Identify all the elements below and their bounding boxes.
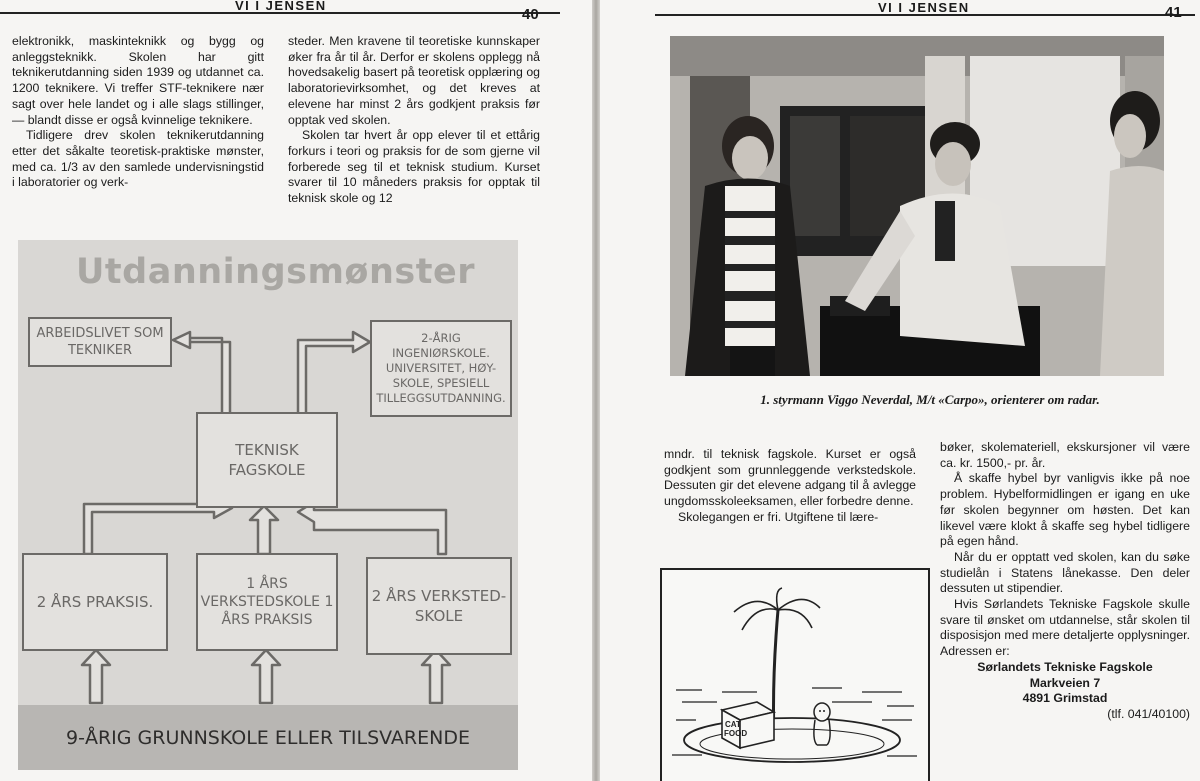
box-praksis: 2 ÅRS PRAKSIS.: [22, 553, 168, 651]
arrow-verksted1-to-fagskole: [250, 506, 278, 554]
text-column-2: [288, 34, 540, 207]
box-ingeniorskole: 2-ÅRIG INGENIØRSKOLE. UNIVERSITET, HØY-SKOLE, SPESIELL TILLEGGSUTDANNING.: [370, 320, 512, 417]
paragraph: elektronikk, maskinteknikk og bygg og anleggsteknikk. Skolen har gitt teknikerutdanning siden 1939 og utdannet ca. 1200 teknikere. Vi treffer STF-teknikere nær sagt over hele landet og i alle slags stillinger, — blandt disse er også kvinnelige teknikere.: [12, 34, 264, 127]
paragraph: mndr. til teknisk fagskole. Kurset er også godkjent som grunnleggende verkstedskole. Dessuten gir det elevene adgang til å avlegge ungdomsskoleeksamen, eller forbedre denne.: [664, 447, 916, 509]
running-header: VI I JENSEN: [235, 0, 327, 13]
paragraph: Å skaffe hybel byr vanligvis ikke på noe problem. Hybelformidlingen er igang en uke før skolen begynner om høsten. Det kan likevel være klokt å skaffe seg hybel tidligere på egen hånd.: [940, 471, 1190, 549]
right-page: [600, 0, 1200, 781]
left-page: [0, 0, 592, 781]
arrow-verksted2-to-fagskole: [298, 502, 446, 554]
box-verkstedskole: 2 ÅRS VERKSTED-SKOLE: [366, 557, 512, 655]
arrow-to-arbeidslivet: [173, 332, 230, 416]
address-city: 4891 Grimstad: [1022, 691, 1108, 706]
address-school-name: Sørlandets Tekniske Fagskole: [977, 659, 1153, 674]
paragraph: Når du er opptatt ved skolen, kan du søke studielån i Statens lånekasse. Den deler dessuten ut stipendier.: [940, 549, 1190, 596]
address-phone: (tlf. 041/40100): [1107, 706, 1190, 721]
education-pattern-diagram: [18, 240, 518, 770]
crate-label-1: CAT: [725, 720, 741, 729]
photo-caption: 1. styrmann Viggo Neverdal, M/t «Carpo», orienterer om radar.: [760, 392, 1100, 407]
box-teknisk-fagskole: TEKNISK FAGSKOLE: [196, 412, 338, 508]
paragraph: Tidligere drev skolen teknikerutdanning etter det såkalte teoretisk-praktiske mønster, med ca. 1/3 av den samlede undervisningstid i laboratorier og verk-: [12, 128, 264, 190]
text-column-1: [12, 34, 264, 191]
paragraph: bøker, skolemateriell, ekskursjoner vil være ca. kr. 1500,- pr. år.: [940, 440, 1190, 470]
diagram-title: Utdanningsmønster: [76, 252, 475, 292]
page-number: 40: [522, 6, 539, 23]
box-grunnskole: 9-ÅRIG GRUNNSKOLE ELLER TILSVARENDE: [18, 705, 518, 770]
text-column-2: [940, 440, 1190, 723]
cat-food-cartoon: [660, 568, 930, 781]
arrow-grunnskole-1: [82, 650, 110, 703]
paragraph: Skolen tar hvert år opp elever til et ettårig forkurs i teori og praksis for de som gjerne vil forberede seg til et teknisk studium. Kurset svarer til 10 måneders praksis for opptak til teknisk skole og 12: [288, 128, 540, 206]
paragraph: Hvis Sørlandets Tekniske Fagskole skulle svare til ønsket om utdannelse, står skolen til disposisjon med mere detaljerte opplysninger. Adressen er:: [940, 597, 1190, 659]
photo-radar-instruction: [670, 36, 1164, 376]
paragraph: Skolegangen er fri. Utgiftene til lære-: [678, 509, 879, 524]
paragraph: steder. Men kravene til teoretiske kunnskaper øker fra år til år. Derfor er skolens opplegg nå hovedsakelig basert på teoretisk opplæring og laboratorievirksomhet, og det kreves at elevene har minst 2 års godkjent praksis før opptak ved skolen.: [288, 34, 540, 127]
box-verkstedskole-praksis: 1 ÅRS VERKSTEDSKOLE 1 ÅRS PRAKSIS: [196, 553, 338, 651]
address-street: Markveien 7: [1029, 675, 1101, 690]
arrow-grunnskole-3: [422, 650, 450, 703]
text-column-1: [664, 447, 916, 526]
crate-label-2: FOOD: [724, 729, 748, 738]
page-number: 41: [1165, 4, 1182, 21]
running-header: VI I JENSEN: [878, 0, 970, 15]
arrow-to-ingeniorskole: [298, 332, 370, 416]
book-spine: [592, 0, 600, 781]
box-arbeidslivet: ARBEIDSLIVET SOM TEKNIKER: [28, 317, 172, 367]
arrow-grunnskole-2: [252, 650, 280, 703]
cartoon-drawing: [662, 570, 928, 781]
